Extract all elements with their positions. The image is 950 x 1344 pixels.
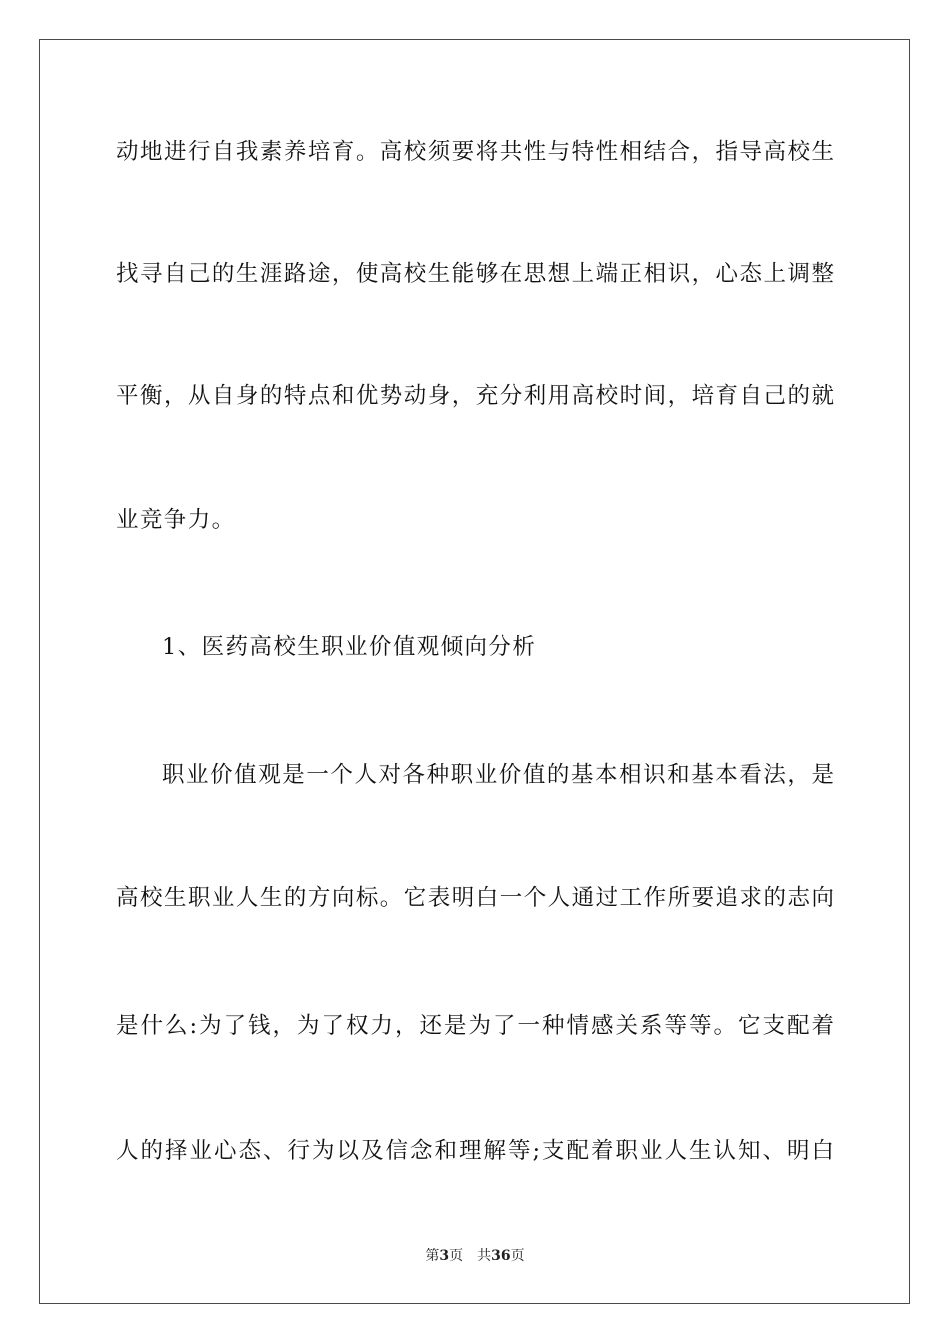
page-footer (0, 1246, 950, 1266)
total-prefix: 共 (477, 1248, 492, 1264)
body-line-5: 职业价值观是一个人对各种职业价值的基本相识和基本看法，是 (162, 762, 834, 788)
body-line-4: 业竞争力。 (116, 507, 236, 533)
body-line-2: 找寻自己的生涯路途，使高校生能够在思想上端正相识，心态上调整 (116, 261, 834, 287)
body-line-6: 高校生职业人生的方向标。它表明白一个人通过工作所要追求的志向 (116, 885, 834, 911)
page-border (39, 39, 910, 1304)
body-line-3: 平衡，从自身的特点和优势动身，充分利用高校时间，培育自己的就 (116, 383, 834, 409)
body-line-7: 是什么:为了钱，为了权力，还是为了一种情感关系等等。它支配着 (116, 1013, 834, 1039)
total-pages: 36 (491, 1248, 511, 1264)
page-prefix: 第 (425, 1248, 440, 1264)
total-suffix: 页 (510, 1248, 525, 1264)
body-line-1: 动地进行自我素养培育。高校须要将共性与特性相结合，指导高校生 (116, 139, 834, 165)
page-suffix: 页 (449, 1248, 464, 1264)
body-line-8: 人的择业心态、行为以及信念和理解等;支配着职业人生认知、明白 (116, 1138, 834, 1164)
page-number: 3 (439, 1248, 450, 1264)
section-heading: 1、医药高校生职业价值观倾向分析 (162, 634, 537, 660)
